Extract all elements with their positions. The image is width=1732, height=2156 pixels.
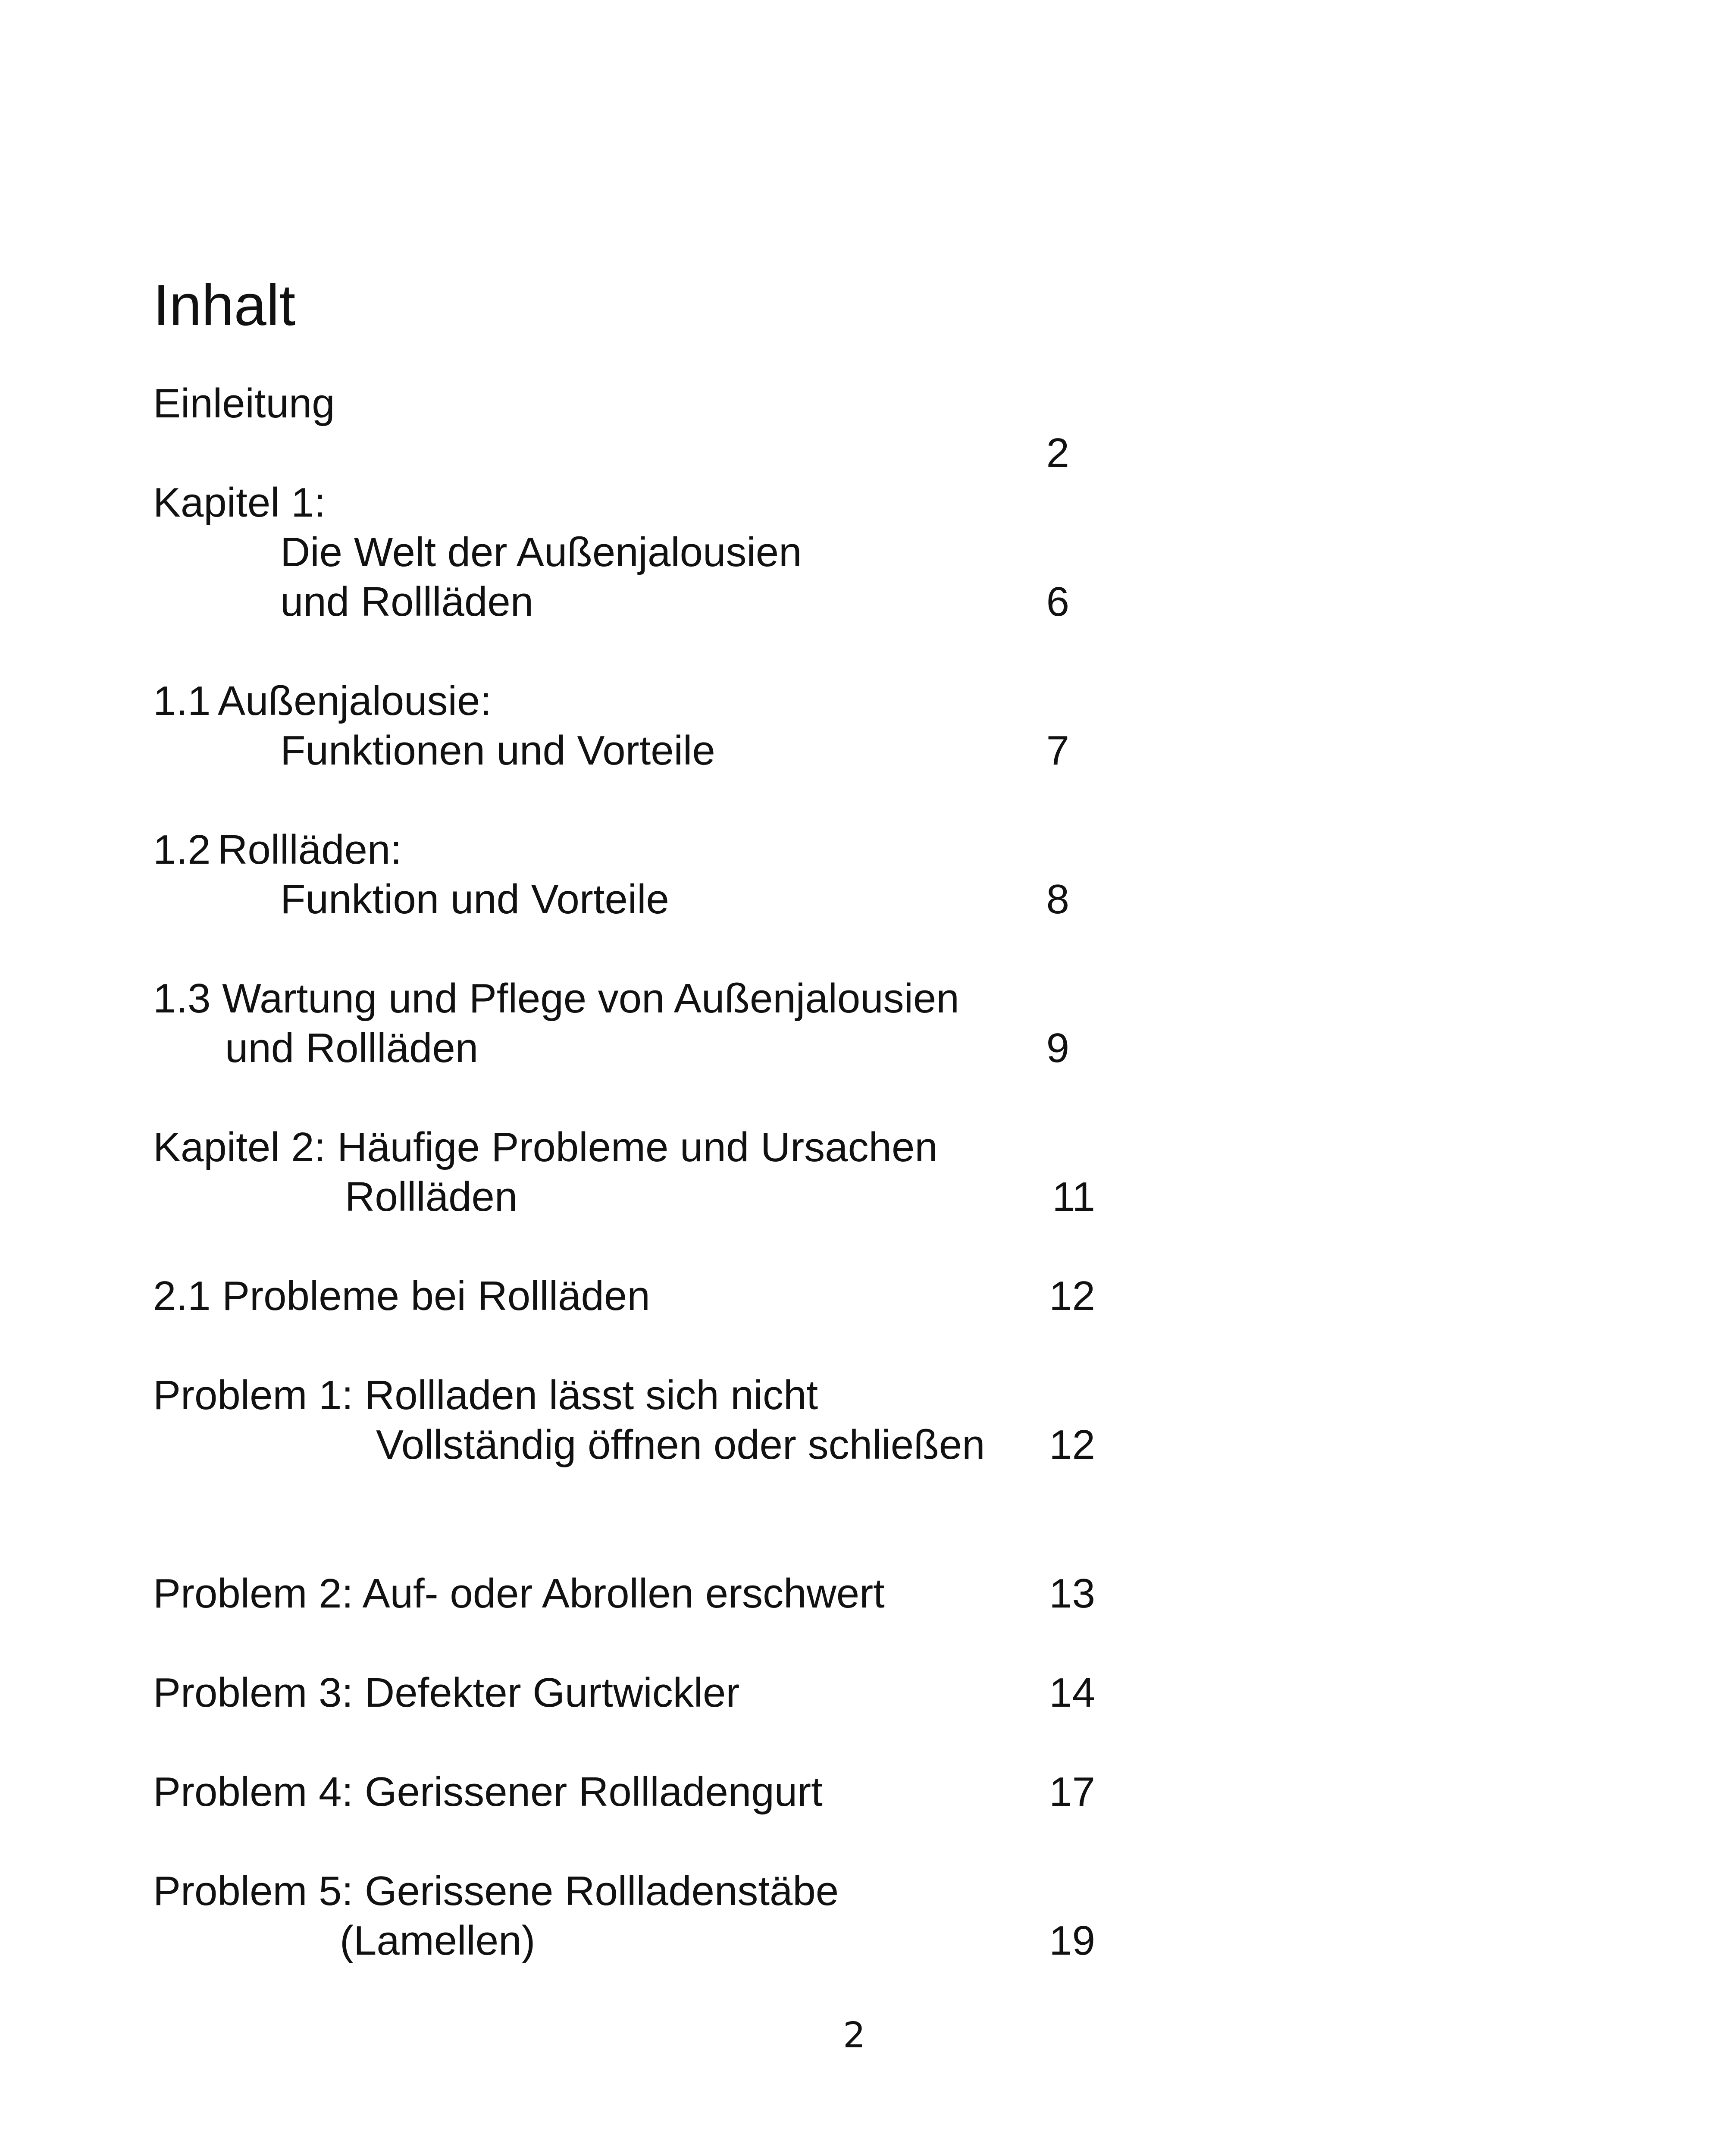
footer-page-number: 2: [843, 2015, 866, 2056]
toc-page-number: 17: [1049, 1769, 1095, 1815]
toc-page-number: 14: [1049, 1670, 1095, 1716]
toc-title: Inhalt: [153, 273, 296, 338]
toc-entry-section-number: 1.2: [153, 827, 211, 873]
toc-entry-kapitel-1: Kapitel 1:: [153, 479, 326, 526]
toc-entry-einleitung: Einleitung: [153, 380, 335, 426]
toc-page-number: 12: [1049, 1422, 1095, 1468]
toc-entry-section-1-1: Außenjalousie:: [218, 678, 492, 724]
toc-page-number: 8: [1046, 876, 1069, 922]
toc-page-number: 7: [1046, 727, 1069, 774]
toc-entry-section-2-1: 2.1 Probleme bei Rollläden: [153, 1273, 650, 1319]
toc-page-number: 11: [1052, 1174, 1095, 1220]
toc-entry-problem-1-line-2: Vollständig öffnen oder schließen: [376, 1422, 985, 1468]
toc-entry-section-1-2-line-2: Funktion und Vorteile: [280, 876, 669, 922]
toc-entry-kapitel-1-line-2: Die Welt der Außenjalousien: [280, 529, 802, 575]
toc-entry-kapitel-2: Kapitel 2: Häufige Probleme und Ursachen: [153, 1124, 938, 1170]
toc-page-number: 2: [1046, 430, 1069, 476]
toc-entry-problem-4: Problem 4: Gerissener Rollladengurt: [153, 1769, 823, 1815]
toc-entry-section-1-2: Rollläden:: [218, 827, 402, 873]
toc-entry-problem-5-line-2: (Lamellen): [340, 1918, 536, 1964]
toc-page-number: 6: [1046, 579, 1069, 625]
toc-page-number: 12: [1049, 1273, 1095, 1319]
toc-entry-problem-1: Problem 1: Rollladen lässt sich nicht: [153, 1372, 818, 1418]
toc-entry-section-1-1-line-2: Funktionen und Vorteile: [280, 727, 715, 774]
toc-page-number: 13: [1049, 1570, 1095, 1617]
toc-page-number: 19: [1049, 1918, 1095, 1964]
toc-entry-problem-3: Problem 3: Defekter Gurtwickler: [153, 1670, 740, 1716]
toc-entry-section-1-3: 1.3 Wartung und Pflege von Außenjalousien: [153, 975, 959, 1022]
toc-entry-kapitel-2-line-2: Rollläden: [345, 1174, 518, 1220]
toc-page-number: 9: [1046, 1025, 1069, 1071]
toc-entry-section-number: 1.1: [153, 678, 211, 724]
toc-entry-kapitel-1-line-3: und Rollläden: [280, 579, 534, 625]
toc-entry-problem-2: Problem 2: Auf- oder Abrollen erschwert: [153, 1570, 885, 1617]
toc-entry-problem-5: Problem 5: Gerissene Rollladenstäbe: [153, 1868, 839, 1914]
toc-entry-section-1-3-line-2: und Rollläden: [225, 1025, 479, 1071]
